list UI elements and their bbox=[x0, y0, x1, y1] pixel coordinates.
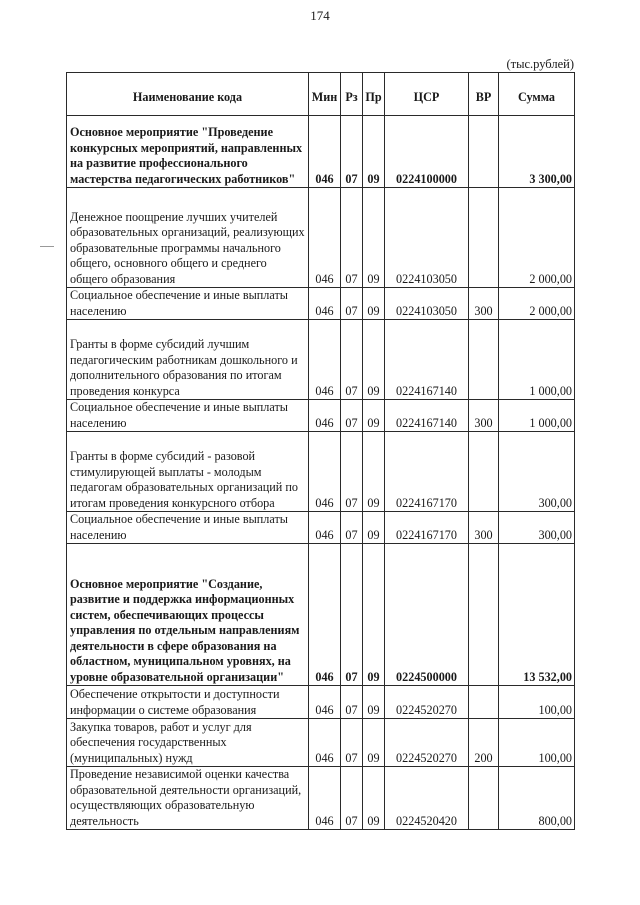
row-name: Закупка товаров, работ и услуг для обеспечения государственных (муниципальных) нужд bbox=[67, 719, 309, 767]
row-rz: 07 bbox=[341, 400, 363, 432]
row-name: Гранты в форме субсидий лучшим педагогическим работникам дошкольного и дополнительного образования по итогам проведения конкурса bbox=[67, 320, 309, 400]
row-min: 046 bbox=[309, 686, 341, 719]
row-pr: 09 bbox=[363, 320, 385, 400]
row-pr: 09 bbox=[363, 767, 385, 830]
row-min: 046 bbox=[309, 544, 341, 686]
row-rz: 07 bbox=[341, 320, 363, 400]
row-sum: 100,00 bbox=[499, 686, 575, 719]
header-sum: Сумма bbox=[499, 73, 575, 116]
row-rz: 07 bbox=[341, 719, 363, 767]
row-sum: 13 532,00 bbox=[499, 544, 575, 686]
row-vr bbox=[469, 116, 499, 188]
row-pr: 09 bbox=[363, 288, 385, 320]
table-row bbox=[67, 719, 575, 767]
row-sum: 1 000,00 bbox=[499, 320, 575, 400]
row-min: 046 bbox=[309, 320, 341, 400]
row-rz: 07 bbox=[341, 686, 363, 719]
row-csr: 0224167140 bbox=[385, 320, 469, 400]
row-name: Проведение независимой оценки качества образовательной деятельности организаций, осуществляющих образовательную деятельность bbox=[67, 767, 309, 830]
row-rz: 07 bbox=[341, 512, 363, 544]
table-row bbox=[67, 188, 575, 288]
table-row bbox=[67, 432, 575, 512]
row-pr: 09 bbox=[363, 188, 385, 288]
table-row bbox=[67, 400, 575, 432]
row-sum: 2 000,00 bbox=[499, 288, 575, 320]
row-name: Основное мероприятие "Проведение конкурсных мероприятий, направленных на развитие профессионального мастерства педагогических работников" bbox=[67, 116, 309, 188]
row-min: 046 bbox=[309, 512, 341, 544]
row-min: 046 bbox=[309, 767, 341, 830]
row-sum: 800,00 bbox=[499, 767, 575, 830]
row-rz: 07 bbox=[341, 188, 363, 288]
row-vr: 300 bbox=[469, 400, 499, 432]
row-sum: 300,00 bbox=[499, 512, 575, 544]
header-name: Наименование кода bbox=[67, 73, 309, 116]
table-row bbox=[67, 767, 575, 830]
row-min: 046 bbox=[309, 188, 341, 288]
row-vr: 300 bbox=[469, 288, 499, 320]
table-row bbox=[67, 544, 575, 686]
row-sum: 2 000,00 bbox=[499, 188, 575, 288]
row-sum: 100,00 bbox=[499, 719, 575, 767]
row-pr: 09 bbox=[363, 116, 385, 188]
row-pr: 09 bbox=[363, 544, 385, 686]
row-vr bbox=[469, 432, 499, 512]
row-pr: 09 bbox=[363, 432, 385, 512]
units-label: (тыс.рублей) bbox=[506, 57, 574, 71]
row-sum: 3 300,00 bbox=[499, 116, 575, 188]
row-rz: 07 bbox=[341, 432, 363, 512]
margin-mark bbox=[40, 246, 54, 247]
row-rz: 07 bbox=[341, 544, 363, 686]
row-vr: 300 bbox=[469, 512, 499, 544]
page-number: 174 bbox=[310, 8, 330, 23]
row-name: Гранты в форме субсидий - разовой стимулирующей выплаты - молодым педагогам образовательных организаций по итогам проведения конкурсного отбора bbox=[67, 432, 309, 512]
table-header-row bbox=[67, 73, 575, 116]
row-vr bbox=[469, 188, 499, 288]
row-name: Социальное обеспечение и иные выплаты населению bbox=[67, 288, 309, 320]
row-csr: 0224500000 bbox=[385, 544, 469, 686]
table-row bbox=[67, 320, 575, 400]
row-min: 046 bbox=[309, 400, 341, 432]
row-rz: 07 bbox=[341, 288, 363, 320]
header-csr: ЦСР bbox=[385, 73, 469, 116]
row-pr: 09 bbox=[363, 400, 385, 432]
row-csr: 0224103050 bbox=[385, 188, 469, 288]
budget-table bbox=[66, 72, 575, 830]
row-csr: 0224520420 bbox=[385, 767, 469, 830]
row-csr: 0224520270 bbox=[385, 719, 469, 767]
row-vr bbox=[469, 320, 499, 400]
row-name: Социальное обеспечение и иные выплаты населению bbox=[67, 512, 309, 544]
row-name: Денежное поощрение лучших учителей образовательных организаций, реализующих образовательные программы начального общего, основного общего и среднего общего образования bbox=[67, 188, 309, 288]
row-sum: 1 000,00 bbox=[499, 400, 575, 432]
row-name: Обеспечение открытости и доступности информации о системе образования bbox=[67, 686, 309, 719]
row-pr: 09 bbox=[363, 512, 385, 544]
header-vr: ВР bbox=[469, 73, 499, 116]
row-csr: 0224100000 bbox=[385, 116, 469, 188]
row-rz: 07 bbox=[341, 767, 363, 830]
row-vr: 200 bbox=[469, 719, 499, 767]
table-row bbox=[67, 512, 575, 544]
row-csr: 0224167140 bbox=[385, 400, 469, 432]
header-pr: Пр bbox=[363, 73, 385, 116]
row-csr: 0224167170 bbox=[385, 512, 469, 544]
row-min: 046 bbox=[309, 116, 341, 188]
row-vr bbox=[469, 544, 499, 686]
row-csr: 0224103050 bbox=[385, 288, 469, 320]
row-min: 046 bbox=[309, 432, 341, 512]
row-name: Социальное обеспечение и иные выплаты населению bbox=[67, 400, 309, 432]
row-csr: 0224520270 bbox=[385, 686, 469, 719]
row-csr: 0224167170 bbox=[385, 432, 469, 512]
row-vr bbox=[469, 767, 499, 830]
row-pr: 09 bbox=[363, 686, 385, 719]
row-min: 046 bbox=[309, 719, 341, 767]
table-row bbox=[67, 288, 575, 320]
row-pr: 09 bbox=[363, 719, 385, 767]
row-rz: 07 bbox=[341, 116, 363, 188]
table-row bbox=[67, 116, 575, 188]
header-min: Мин bbox=[309, 73, 341, 116]
row-sum: 300,00 bbox=[499, 432, 575, 512]
row-min: 046 bbox=[309, 288, 341, 320]
header-rz: Рз bbox=[341, 73, 363, 116]
table-row bbox=[67, 686, 575, 719]
row-vr bbox=[469, 686, 499, 719]
row-name: Основное мероприятие "Создание, развитие и поддержка информационных систем, обеспечивающих процессы управления по отдельным направлениям деятельности в сфере образования на областном, муниципальном уровнях, на уровне образовательной организации" bbox=[67, 544, 309, 686]
